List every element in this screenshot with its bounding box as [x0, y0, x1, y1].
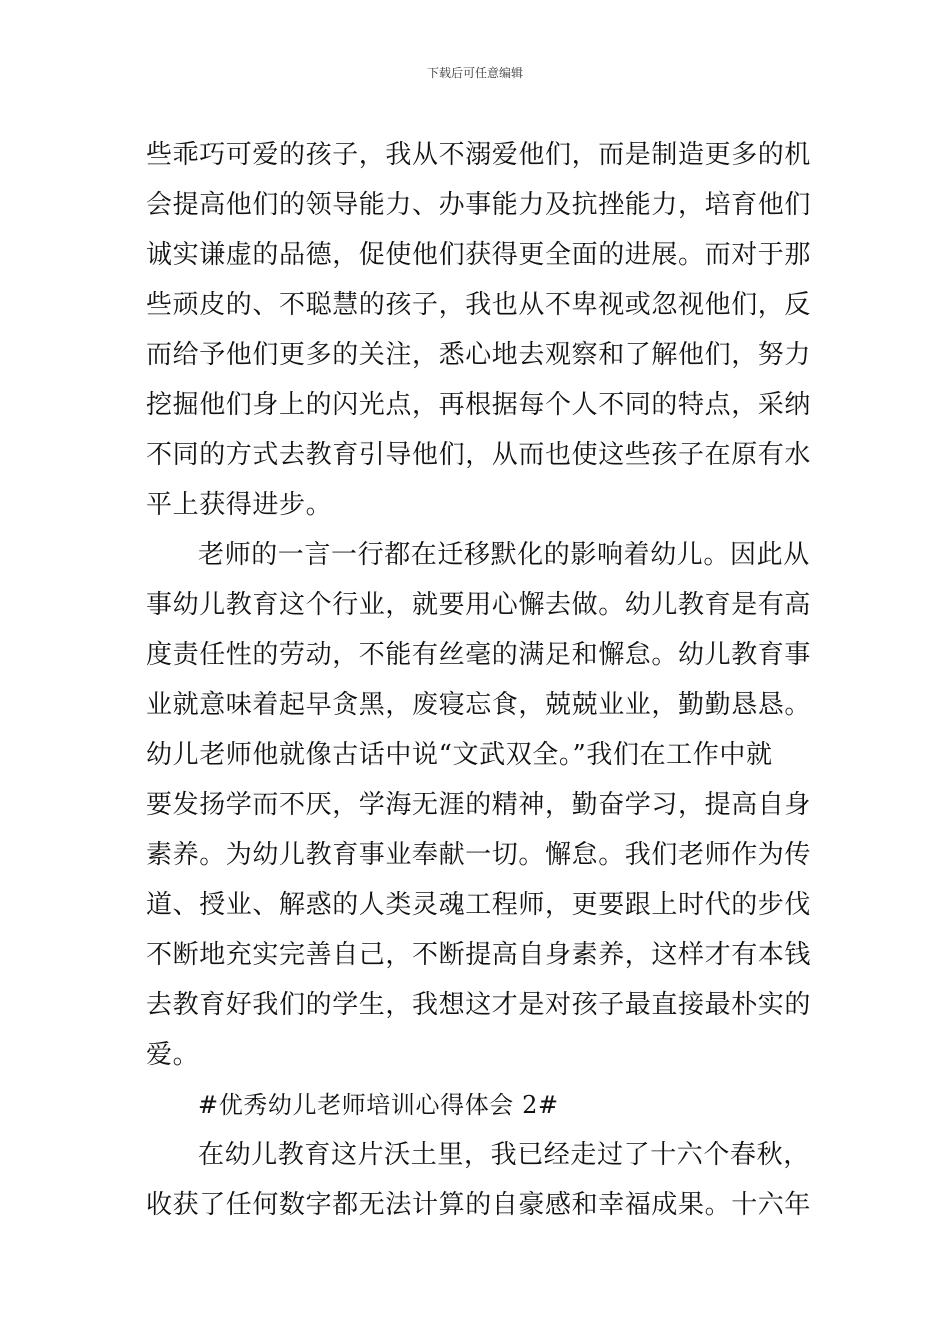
- text-line-14: 要发扬学而不厌，学海无涯的精神，勤奋学习，提高自身: [146, 790, 812, 820]
- text-line-3: 诚实谦虚的品德，促使他们获得更全面的进展。而对于那: [146, 240, 812, 270]
- paragraph-3-first-line: 在幼儿教育这片沃土里，我已经走过了十六个春秋，: [198, 1140, 810, 1170]
- text-line-11: 度责任性的劳动，不能有丝毫的满足和懈怠。幼儿教育事: [146, 640, 812, 670]
- text-line-17: 不断地充实完善自己，不断提高自身素养，这样才有本钱: [146, 940, 812, 970]
- document-body: [146, 130, 810, 1230]
- text-line-6: 挖掘他们身上的闪光点，再根据每个人不同的特点，采纳: [146, 390, 812, 420]
- text-line-19: 爱。: [146, 1040, 200, 1070]
- text-line-22: 收获了任何数字都无法计算的自豪感和幸福成果。十六年: [146, 1190, 812, 1220]
- text-line-5: 而给予他们更多的关注，悉心地去观察和了解他们，努力: [146, 340, 812, 370]
- text-line-18: 去教育好我们的学生，我想这才是对孩子最直接最朴实的: [146, 990, 812, 1020]
- text-line-16: 道、授业、解惑的人类灵魂工程师，更要跟上时代的步伐: [146, 890, 812, 920]
- page-header-note: 下载后可任意编辑: [426, 66, 523, 80]
- text-line-7: 不同的方式去教育引导他们，从而也使这些孩子在原有水: [146, 440, 812, 470]
- text-line-2: 会提高他们的领导能力、办事能力及抗挫能力，培育他们: [146, 190, 812, 220]
- text-line-12: 业就意味着起早贪黑，废寝忘食，兢兢业业，勤勤恳恳。: [146, 690, 812, 720]
- text-line-15: 素养。为幼儿教育事业奉献一切。懈怠。我们老师作为传: [146, 840, 812, 870]
- text-line-1: 些乖巧可爱的孩子，我从不溺爱他们，而是制造更多的机: [146, 140, 812, 170]
- paragraph-2-first-line: 老师的一言一行都在迁移默化的影响着幼儿。因此从: [198, 540, 810, 570]
- text-line-4: 些顽皮的、不聪慧的孩子，我也从不卑视或忽视他们，反: [146, 290, 812, 320]
- text-line-10: 事幼儿教育这个行业，就要用心懈去做。幼儿教育是有高: [146, 590, 812, 620]
- text-line-8: 平上获得进步。: [146, 490, 333, 520]
- text-line-13: 幼儿老师他就像古话中说“文武双全。”我们在工作中就: [146, 740, 773, 770]
- section-heading: #优秀幼儿老师培训心得体会 2#: [198, 1091, 559, 1119]
